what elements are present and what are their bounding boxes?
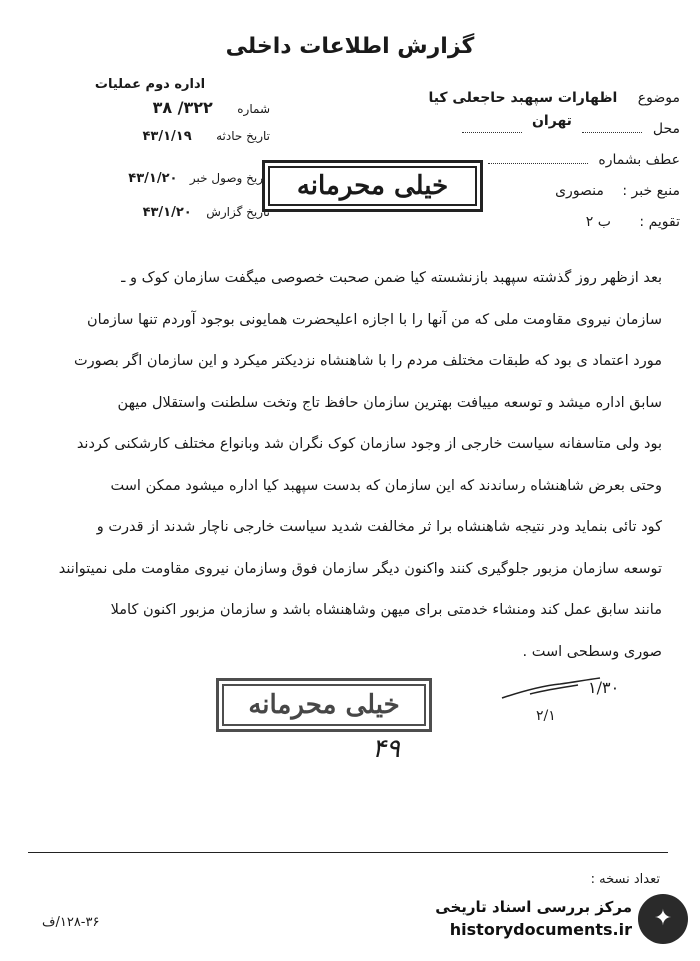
body-line: مورد اعتماد ی بود که طبقات مختلف مردم را با شاهنشاه نزدیکتر میکرد و این سازمان اگر بصورت [74, 353, 662, 369]
source-label: منبع خبر : [622, 183, 680, 199]
body-line: بود ولی متاسفانه سیاست خارجی از وجود سازمان کوک نگران شد وبانواع مختلف کارشکنی کردند [76, 436, 662, 452]
signature-mark: ۴۹ [372, 734, 400, 764]
document-code: ۱۲۸-۳۶/ف [42, 915, 100, 930]
body-line: سازمان نیروی مقاومت ملی که من آنها را با اجازه اعلیحضرت همایونی بوجود آوردم تنها سازمان [87, 311, 662, 328]
received-date-value: ۴۳/۱/۲۰ [128, 171, 178, 186]
location-row [456, 113, 680, 137]
rating-row [586, 214, 680, 230]
event-date-value: ۴۳/۱/۱۹ [142, 129, 192, 144]
source-value: منصوری [555, 183, 604, 199]
report-date-label: تاریخ گزارش [206, 205, 270, 219]
body-line: صوری وسطحی است . [522, 643, 662, 660]
body-line: توسعه سازمان مزبور جلوگیری کنند واکنون دیگر سازمان فوق وسازمان نیروی مقاومت ملی نمیتوانند [58, 560, 662, 577]
source-row [555, 183, 680, 199]
subject-label: موضوع [637, 90, 680, 106]
reference-row [482, 152, 680, 168]
location-value: تهران [531, 113, 572, 129]
body-line: کود تائی بنماید ودر نتیجه شاهنشاه برا ثر مخالفت شدید سیاست خارجی ناچار شدند از قدرت و [96, 519, 662, 535]
received-date-row [40, 170, 270, 186]
event-date-row [40, 128, 270, 144]
report-date-value: ۴۳/۱/۲۰ [142, 205, 192, 220]
number-value: ۳۲۲/ ۳۸ [152, 98, 213, 117]
number-label: شماره [237, 102, 270, 116]
archive-logo-icon: ✦ [638, 894, 688, 944]
annotation-top: ۱/۳۰ [588, 678, 620, 697]
copies-label: تعداد نسخه : [590, 872, 660, 887]
event-date-label: تاریخ حادثه [216, 129, 270, 143]
received-date-label: تاریخ وصول خبر [189, 171, 270, 185]
subject-row [428, 90, 680, 106]
number-row [40, 98, 270, 117]
confidential-stamp: خیلی محرمانه [262, 160, 483, 212]
body-line: سابق اداره میشد و توسعه مییافت بهترین سازمان حافظ تاج وتخت سلطنت واستقلال میهن [117, 394, 662, 411]
watermark-title: مرکز بررسی اسناد تاریخی [435, 898, 632, 916]
department-value: اداره دوم عملیات [94, 77, 206, 92]
rating-label: تقویم : [639, 214, 680, 230]
body-line: مانند سابق عمل کند ومنشاء خدمتی برای میهن وشاهنشاه باشد و سازمان مزبور اکنون کاملا [110, 602, 662, 618]
page-title: گزارش اطلاعات داخلی [225, 34, 475, 59]
footer-divider [28, 852, 668, 853]
body-line: وحتی بعرض شاهنشاه رساندند که این سازمان که بدست سپهبد کیا اداره میشود ممکن است [110, 477, 662, 494]
report-date-row [40, 204, 270, 220]
watermark [418, 892, 688, 950]
location-label: محل [652, 121, 680, 137]
report-body [42, 258, 662, 673]
rating-value: ب ۲ [585, 214, 611, 230]
reference-label: عطف بشماره [598, 152, 680, 168]
department-row [50, 76, 250, 92]
confidential-stamp-bottom: خیلی محرمانه [216, 678, 432, 732]
subject-value: اظهارات سپهبد حاجعلی کیا [428, 90, 618, 106]
annotation-bottom: ۲/۱ [536, 708, 556, 724]
watermark-url: historydocuments.ir [449, 920, 632, 939]
body-line: بعد ازظهر روز گذشته سپهبد بازنشسته کیا ضمن صحبت خصوصی میگفت سازمان کوک و ـ [121, 270, 662, 286]
